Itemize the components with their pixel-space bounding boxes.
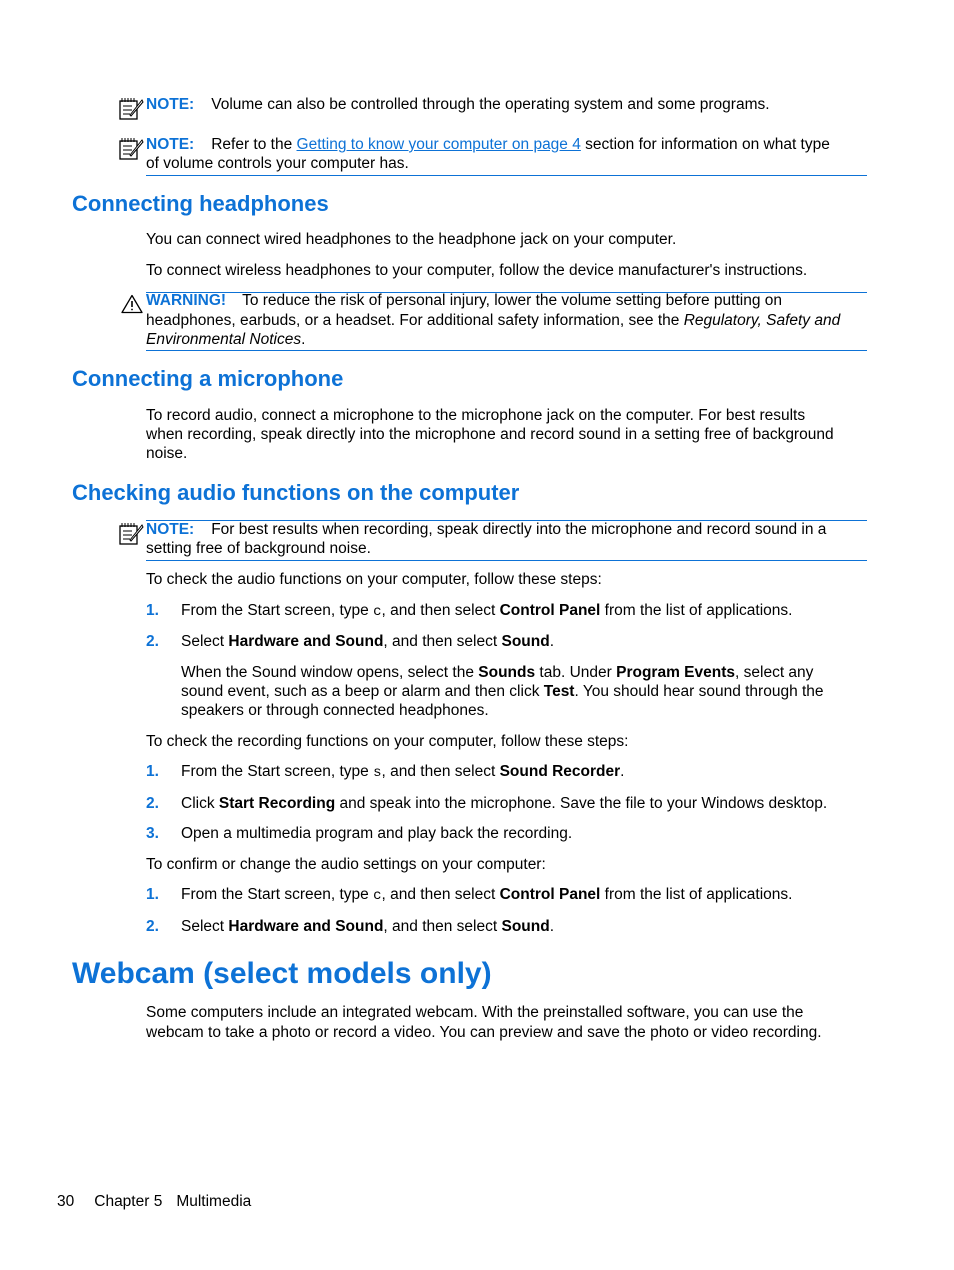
step-text — [181, 601, 792, 622]
step-fragment: , and then select — [383, 918, 502, 935]
paragraph-line: To record audio, connect a microphone to the microphone jack on the computer. For best results — [146, 407, 806, 424]
warning-text: To reduce the risk of personal injury, lower the volume setting before putting on — [242, 292, 783, 309]
step-bold: Hardware and Sound — [228, 918, 384, 935]
step-number: 2. — [146, 633, 159, 650]
getting-to-know-link[interactable]: Getting to know your computer on page 4 — [296, 136, 581, 153]
note-recording — [146, 520, 826, 539]
divider — [146, 350, 867, 351]
warning-line3 — [146, 330, 305, 349]
step-fragment: . — [549, 918, 555, 935]
warning-icon — [121, 294, 143, 314]
note-volume-controls — [146, 135, 830, 154]
step-text: Open a multimedia program and play back the recording. — [181, 825, 573, 842]
footer-title: Multimedia — [176, 1193, 252, 1210]
detail-fragment: tab. Under — [535, 664, 617, 681]
detail-fragment: sound event, such as a beep or alarm and then click — [181, 683, 544, 700]
footer-chapter: Chapter 5 — [94, 1193, 163, 1210]
note-icon — [118, 522, 144, 546]
detail-fragment: , select any — [735, 664, 814, 681]
note-icon — [118, 137, 144, 161]
detail-bold: Program Events — [616, 664, 736, 681]
step-code: s — [373, 765, 382, 781]
warning-label: WARNING! — [146, 292, 227, 309]
step-bold: Sound — [501, 918, 550, 935]
step-fragment: , and then select — [383, 633, 502, 650]
note-text: Volume can also be controlled through the operating system and some programs. — [211, 96, 770, 113]
step-fragment: From the Start screen, type — [181, 886, 374, 903]
step-text — [181, 917, 554, 936]
detail-fragment: When the Sound window opens, select the — [181, 664, 479, 681]
note-icon — [118, 97, 144, 121]
page-number: 30 — [57, 1193, 75, 1210]
step-detail-line — [181, 663, 813, 682]
note-label: NOTE: — [146, 96, 195, 113]
detail-fragment: . You should hear sound through the — [574, 683, 824, 700]
section-heading-checking: Checking audio functions on the computer — [72, 480, 520, 505]
warning-text: . — [301, 331, 306, 348]
step-bold: Sound — [501, 633, 550, 650]
step-fragment: Select — [181, 633, 229, 650]
step-bold: Control Panel — [499, 602, 601, 619]
warning-line1 — [146, 291, 782, 310]
note-label: NOTE: — [146, 136, 195, 153]
step-detail-line: speakers or through connected headphones. — [181, 702, 489, 719]
step-fragment: From the Start screen, type — [181, 763, 374, 780]
note-text-line2: of volume controls your computer has. — [146, 155, 409, 172]
step-code: c — [373, 888, 382, 904]
step-text — [181, 762, 624, 783]
step-fragment: , and then select — [381, 763, 500, 780]
divider — [146, 175, 867, 176]
step-code: c — [373, 604, 382, 620]
step-bold: Sound Recorder — [499, 763, 621, 780]
step-number: 1. — [146, 886, 159, 903]
warning-italic: Environmental Notices — [146, 331, 302, 348]
step-number: 3. — [146, 825, 159, 842]
step-fragment: Click — [181, 795, 219, 812]
step-fragment: Select — [181, 918, 229, 935]
paragraph: To check the recording functions on your computer, follow these steps: — [146, 733, 629, 750]
step-fragment: from the list of applications. — [600, 886, 793, 903]
paragraph: You can connect wired headphones to the headphone jack on your computer. — [146, 231, 677, 248]
step-number: 2. — [146, 795, 159, 812]
section-heading-headphones: Connecting headphones — [72, 191, 329, 216]
step-fragment: . — [549, 633, 555, 650]
step-bold: Control Panel — [499, 886, 601, 903]
page-footer — [57, 1192, 251, 1211]
warning-text: headphones, earbuds, or a headset. For additional safety information, see the — [146, 312, 684, 329]
step-fragment: From the Start screen, type — [181, 602, 374, 619]
warning-italic: Regulatory, Safety and — [683, 312, 841, 329]
note-label: NOTE: — [146, 521, 195, 538]
chapter-heading-webcam: Webcam (select models only) — [72, 957, 492, 990]
step-fragment: , and then select — [381, 886, 500, 903]
paragraph: To check the audio functions on your computer, follow these steps: — [146, 571, 602, 588]
step-fragment: , and then select — [381, 602, 500, 619]
step-number: 1. — [146, 602, 159, 619]
step-text — [181, 632, 554, 651]
paragraph: To confirm or change the audio settings on your computer: — [146, 856, 546, 873]
note-volume — [146, 95, 770, 114]
section-heading-microphone: Connecting a microphone — [72, 366, 344, 391]
warning-line2 — [146, 311, 840, 330]
paragraph-line: Some computers include an integrated webcam. With the preinstalled software, you can use the — [146, 1004, 804, 1021]
step-fragment: from the list of applications. — [600, 602, 793, 619]
note-text: Refer to the — [211, 136, 297, 153]
paragraph: To connect wireless headphones to your computer, follow the device manufacturer's instructions. — [146, 262, 808, 279]
step-detail-line — [181, 682, 824, 701]
note-text: For best results when recording, speak directly into the microphone and record sound in a — [211, 521, 827, 538]
step-bold: Start Recording — [218, 795, 336, 812]
paragraph-line: when recording, speak directly into the microphone and record sound in a setting free of background — [146, 426, 834, 443]
step-fragment: . — [620, 763, 625, 780]
step-bold: Hardware and Sound — [228, 633, 384, 650]
note-text: section for information on what type — [580, 136, 830, 153]
step-number: 1. — [146, 763, 159, 780]
paragraph-line: noise. — [146, 445, 188, 462]
paragraph-line: webcam to take a photo or record a video. You can preview and save the photo or video recording. — [146, 1024, 822, 1041]
step-fragment: and speak into the microphone. Save the file to your Windows desktop. — [335, 795, 828, 812]
divider — [146, 560, 867, 561]
detail-bold: Test — [543, 683, 575, 700]
step-number: 2. — [146, 918, 159, 935]
step-text — [181, 885, 792, 906]
step-text — [181, 794, 827, 813]
note-text-line2: setting free of background noise. — [146, 540, 371, 557]
detail-bold: Sounds — [478, 664, 536, 681]
